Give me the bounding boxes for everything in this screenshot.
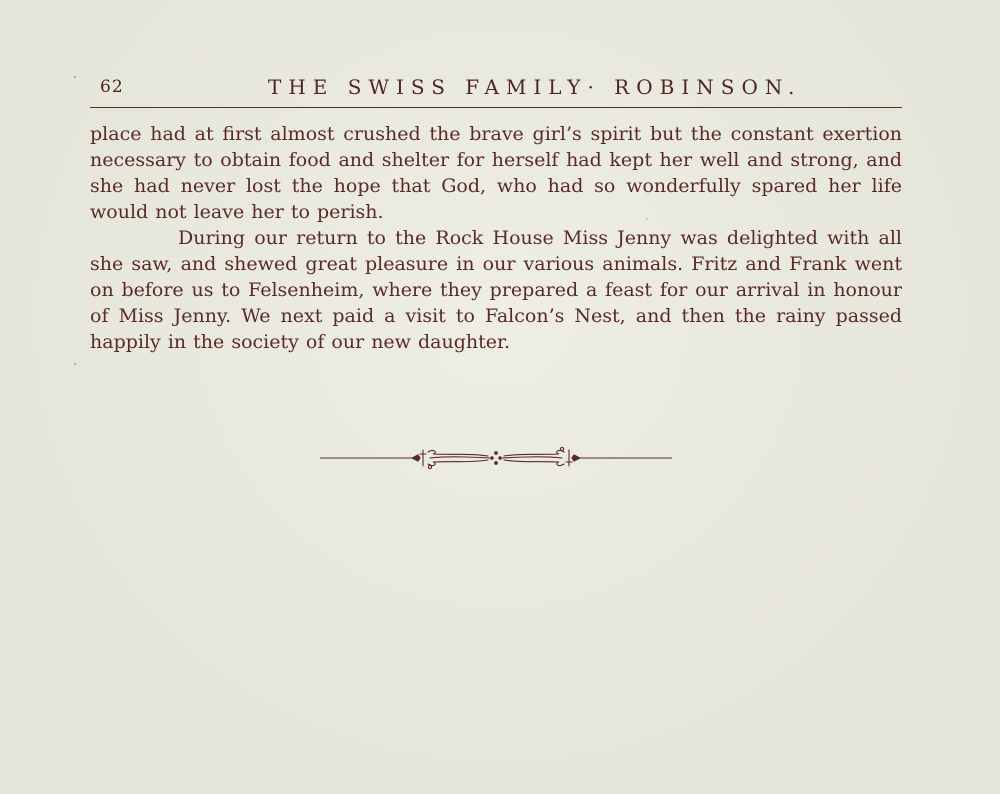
paper-speck <box>646 218 648 220</box>
tailpiece-scroll-ornament-icon <box>320 444 672 470</box>
page-number: 62 <box>100 77 124 97</box>
paper-speck <box>74 76 76 78</box>
paper-speck <box>74 363 76 365</box>
page-header <box>90 74 902 104</box>
paragraph-1: place had at first almost crushed the brave girl’s spirit but the constant exertion necessary to obtain food and shelter for herself had kept her well and strong, and she had never lost the hope that God, who had so wonderfully spared her life would not leave her to perish. <box>90 123 902 223</box>
header-rule <box>90 107 902 108</box>
paragraph-2: During our return to the Rock House Miss Jenny was delighted with all she saw, and shewed great pleasure in our various animals. Fritz and Frank went on before us to Felsenheim, where they prepared a feast for our arrival in honour of Miss Jenny. We next paid a visit to Falcon’s Nest, and then the rainy passed happily in the society of our new daughter. <box>90 227 902 353</box>
running-title: THE SWISS FAMILY· ROBINSON. <box>268 75 802 99</box>
body-text <box>90 121 902 355</box>
